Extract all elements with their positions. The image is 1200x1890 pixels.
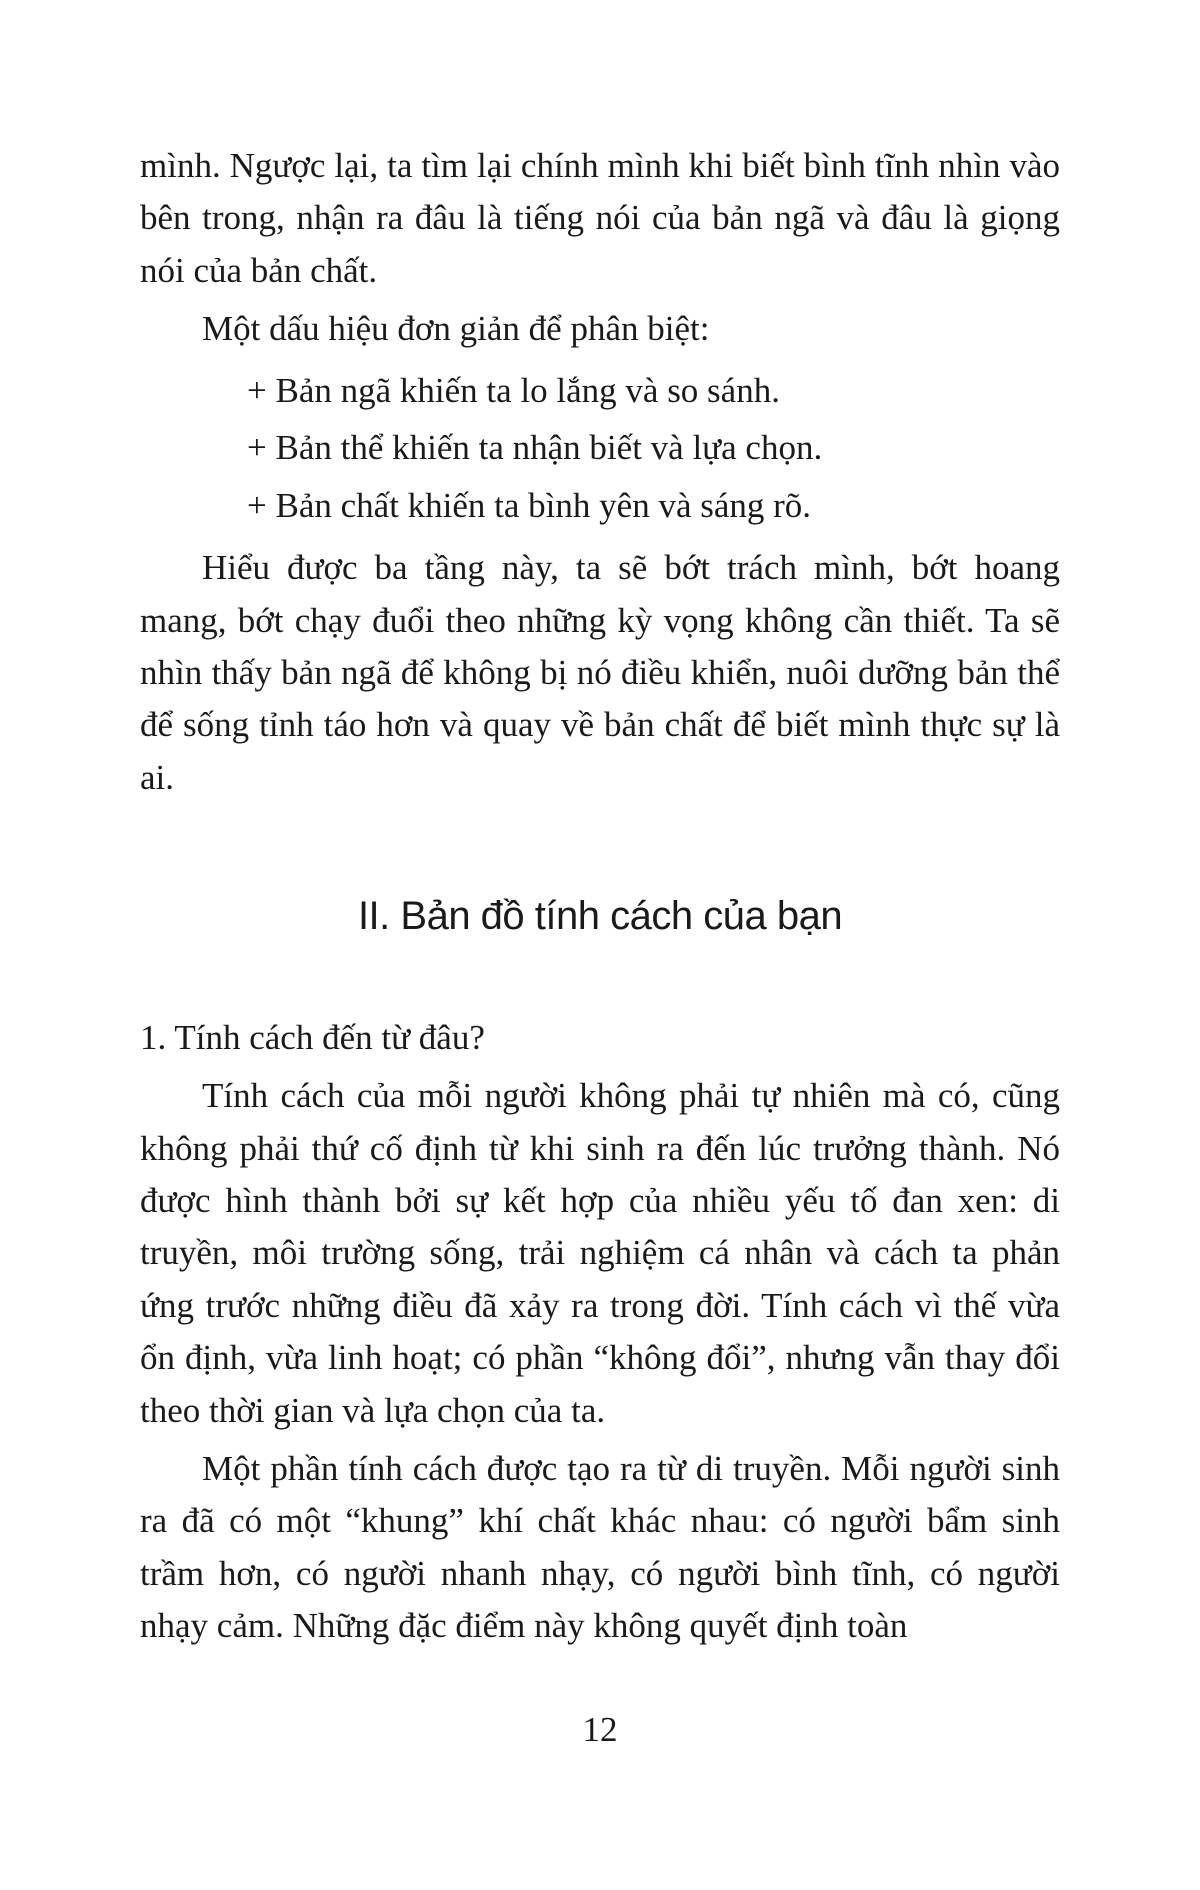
paragraph-genetics: Một phần tính cách được tạo ra từ di truyền. Mỗi người sinh ra đã có một “khung” khí chất khác nhau: có người bẩm sinh trầm hơn, có người nhanh nhạy, có người bình tĩnh, có người nhạy cảm. Những đặc điểm này không quyết định toàn [140,1449,1060,1646]
subsection-title: 1. Tính cách đến từ đâu? [140,1018,485,1058]
bullet-list [140,362,1060,535]
bullet-item-ego: + Bản ngã khiến ta lo lắng và so sánh. [247,370,780,410]
paragraph-continuation: mình. Ngược lại, ta tìm lại chính mình khi biết bình tĩnh nhìn vào bên trong, nhận ra đâu là tiếng nói của bản ngã và đâu là giọng nói của bản chất. [140,146,1060,290]
paragraph-personality-origin: Tính cách của mỗi người không phải tự nhiên mà có, cũng không phải thứ cố định từ khi sinh ra đến lúc trưởng thành. Nó được hình thành bởi sự kết hợp của nhiều yếu tố đan xen: di truyền, môi trường sống, trải nghiệm cá nhân và cách ta phản ứng trước những điều đã xảy ra trong đời. Tính cách vì thế vừa ổn định, vừa linh hoạt; có phần “không đổi”, nhưng vẫn thay đổi theo thời gian và lựa chọn của ta. [140,1076,1060,1430]
bullet-item-essence: + Bản chất khiến ta bình yên và sáng rõ. [247,485,812,525]
section-title: II. Bản đồ tính cách của bạn [357,894,843,939]
page-body [140,140,1060,1653]
paragraph-signs-intro: Một dấu hiệu đơn giản để phân biệt: [202,309,710,349]
page-number: 12 [582,1710,618,1749]
bullet-item-self: + Bản thể khiến ta nhận biết và lựa chọn. [247,428,823,468]
paragraph-three-layers: Hiểu được ba tầng này, ta sẽ bớt trách mình, bớt hoang mang, bớt chạy đuổi theo những kỳ vọng không cần thiết. Ta sẽ nhìn thấy bản ngã để không bị nó điều khiển, nuôi dưỡng bản thể để sống tỉnh táo hơn và quay về bản chất để biết mình thực sự là ai. [140,548,1060,797]
